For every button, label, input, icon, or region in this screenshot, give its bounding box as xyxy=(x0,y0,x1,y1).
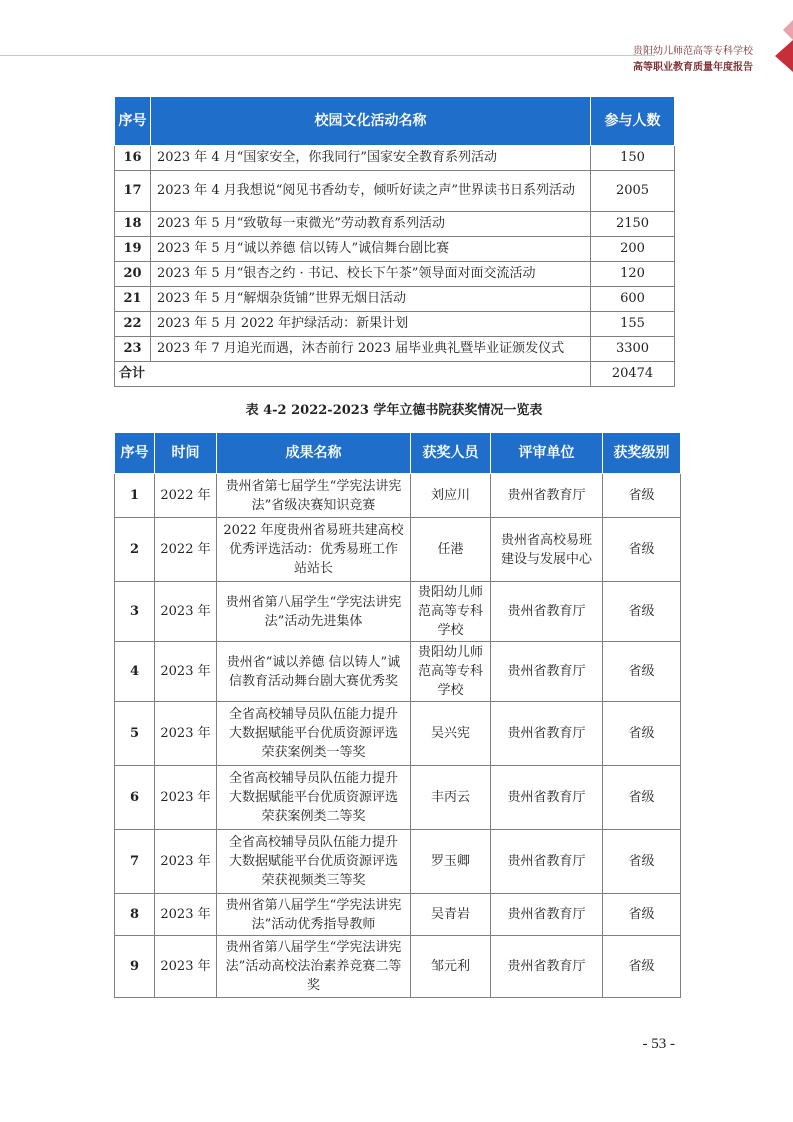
judging-unit: 贵州省教育厅 xyxy=(491,894,603,936)
row-no: 4 xyxy=(115,642,155,702)
header-school-name: 贵阳幼儿师范高等专科学校 xyxy=(633,46,753,57)
participant-count: 155 xyxy=(591,312,675,337)
total-value: 20474 xyxy=(591,362,675,387)
awardee: 任港 xyxy=(411,518,491,582)
row-no: 9 xyxy=(115,936,155,998)
activity-name: 2023 年 5 月“银杏之约 · 书记、校长下午茶”领导面对面交流活动 xyxy=(151,262,591,287)
award-level: 省级 xyxy=(603,474,681,518)
award-title: 贵州省“诚以养德 信以铸人”诚信教育活动舞台剧大赛优秀奖 xyxy=(217,642,411,702)
award-level: 省级 xyxy=(603,936,681,998)
awardee: 丰丙云 xyxy=(411,766,491,830)
table-row xyxy=(115,171,675,212)
award-level: 省级 xyxy=(603,702,681,766)
judging-unit: 贵州省教育厅 xyxy=(491,474,603,518)
award-level: 省级 xyxy=(603,766,681,830)
award-level: 省级 xyxy=(603,830,681,894)
row-no: 1 xyxy=(115,474,155,518)
row-no: 19 xyxy=(115,237,151,262)
award-time: 2022 年 xyxy=(155,518,217,582)
header-judging-unit: 评审单位 xyxy=(491,433,603,474)
row-no: 22 xyxy=(115,312,151,337)
award-title: 贵州省第七届学生“学宪法讲宪法”省级决赛知识竞赛 xyxy=(217,474,411,518)
award-title: 贵州省第八届学生“学宪法讲宪法”活动优秀指导教师 xyxy=(217,894,411,936)
award-title: 全省高校辅导员队伍能力提升大数据赋能平台优质资源评选荣获案例类二等奖 xyxy=(217,766,411,830)
table-header-row xyxy=(115,433,681,474)
awardee: 贵阳幼儿师范高等专科学校 xyxy=(411,582,491,642)
awards-table xyxy=(114,432,681,998)
table-row xyxy=(115,518,681,582)
table-row xyxy=(115,237,675,262)
participant-count: 600 xyxy=(591,287,675,312)
judging-unit: 贵州省教育厅 xyxy=(491,642,603,702)
page-number: - 53 - xyxy=(642,1036,675,1052)
header-report-title: 高等职业教育质量年度报告 xyxy=(633,62,753,73)
row-no: 18 xyxy=(115,212,151,237)
header-rule xyxy=(0,55,655,56)
award-time: 2023 年 xyxy=(155,830,217,894)
participant-count: 2150 xyxy=(591,212,675,237)
participant-count: 2005 xyxy=(591,171,675,212)
row-no: 8 xyxy=(115,894,155,936)
awardee: 刘应川 xyxy=(411,474,491,518)
judging-unit: 贵州省教育厅 xyxy=(491,830,603,894)
award-time: 2023 年 xyxy=(155,766,217,830)
table-row xyxy=(115,312,675,337)
row-no: 20 xyxy=(115,262,151,287)
header-time: 时间 xyxy=(155,433,217,474)
header-participants: 参与人数 xyxy=(591,97,675,146)
row-no: 5 xyxy=(115,702,155,766)
participant-count: 200 xyxy=(591,237,675,262)
total-row xyxy=(115,362,675,387)
header-award-level: 获奖级别 xyxy=(603,433,681,474)
row-no: 23 xyxy=(115,337,151,362)
award-time: 2023 年 xyxy=(155,642,217,702)
activity-name: 2023 年 5 月“解烟杂货铺”世界无烟日活动 xyxy=(151,287,591,312)
header-corner-decoration xyxy=(757,0,793,110)
award-level: 省级 xyxy=(603,894,681,936)
award-time: 2023 年 xyxy=(155,894,217,936)
row-no: 6 xyxy=(115,766,155,830)
award-time: 2023 年 xyxy=(155,936,217,998)
participant-count: 150 xyxy=(591,146,675,171)
participant-count: 120 xyxy=(591,262,675,287)
table-row xyxy=(115,830,681,894)
awardee: 吴兴宪 xyxy=(411,702,491,766)
award-time: 2023 年 xyxy=(155,582,217,642)
award-title: 2022 年度贵州省易班共建高校优秀评选活动：优秀易班工作站站长 xyxy=(217,518,411,582)
activity-name: 2023 年 4 月我想说“阅见书香幼专，倾听好读之声”世界读书日系列活动 xyxy=(151,171,591,212)
row-no: 3 xyxy=(115,582,155,642)
award-level: 省级 xyxy=(603,518,681,582)
table-row xyxy=(115,287,675,312)
activity-name: 2023 年 5 月“诚以养德 信以铸人”诚信舞台剧比赛 xyxy=(151,237,591,262)
participant-count: 3300 xyxy=(591,337,675,362)
row-no: 16 xyxy=(115,146,151,171)
header-no: 序号 xyxy=(115,433,155,474)
awardee: 吴青岩 xyxy=(411,894,491,936)
table-row xyxy=(115,262,675,287)
row-no: 2 xyxy=(115,518,155,582)
judging-unit: 贵州省教育厅 xyxy=(491,766,603,830)
activity-name: 2023 年 5 月 2022 年护绿活动：新果计划 xyxy=(151,312,591,337)
table-header-row xyxy=(115,97,675,146)
activity-name: 2023 年 7 月追光而遇，沐杏前行 2023 届毕业典礼暨毕业证颁发仪式 xyxy=(151,337,591,362)
award-level: 省级 xyxy=(603,642,681,702)
award-level: 省级 xyxy=(603,582,681,642)
activity-name: 2023 年 5 月“致敬每一束微光”劳动教育系列活动 xyxy=(151,212,591,237)
row-no: 7 xyxy=(115,830,155,894)
culture-activities-table xyxy=(114,96,675,387)
award-title: 全省高校辅导员队伍能力提升大数据赋能平台优质资源评选荣获案例类一等奖 xyxy=(217,702,411,766)
judging-unit: 贵州省高校易班建设与发展中心 xyxy=(491,518,603,582)
table-row xyxy=(115,474,681,518)
judging-unit: 贵州省教育厅 xyxy=(491,936,603,998)
award-title: 贵州省第八届学生“学宪法讲宪法”活动高校法治素养竞赛二等奖 xyxy=(217,936,411,998)
judging-unit: 贵州省教育厅 xyxy=(491,702,603,766)
awardee: 贵阳幼儿师范高等专科学校 xyxy=(411,642,491,702)
row-no: 17 xyxy=(115,171,151,212)
table-row xyxy=(115,582,681,642)
header-award-title: 成果名称 xyxy=(217,433,411,474)
awardee: 罗玉卿 xyxy=(411,830,491,894)
header-no: 序号 xyxy=(115,97,151,146)
table-row xyxy=(115,894,681,936)
table-row xyxy=(115,766,681,830)
award-time: 2023 年 xyxy=(155,702,217,766)
header-awardee: 获奖人员 xyxy=(411,433,491,474)
total-label: 合计 xyxy=(115,362,591,387)
award-time: 2022 年 xyxy=(155,474,217,518)
judging-unit: 贵州省教育厅 xyxy=(491,582,603,642)
awardee: 邹元利 xyxy=(411,936,491,998)
table-caption: 表 4-2 2022-2023 学年立德书院获奖情况一览表 xyxy=(245,403,543,418)
table-row xyxy=(115,702,681,766)
award-title: 贵州省第八届学生“学宪法讲宪法”活动先进集体 xyxy=(217,582,411,642)
row-no: 21 xyxy=(115,287,151,312)
award-title: 全省高校辅导员队伍能力提升大数据赋能平台优质资源评选荣获视频类三等奖 xyxy=(217,830,411,894)
table-row xyxy=(115,212,675,237)
header-activity-name: 校园文化活动名称 xyxy=(151,97,591,146)
table-row xyxy=(115,936,681,998)
table-row xyxy=(115,337,675,362)
table-row xyxy=(115,642,681,702)
table-row xyxy=(115,146,675,171)
activity-name: 2023 年 4 月“国家安全，你我同行”国家安全教育系列活动 xyxy=(151,146,591,171)
